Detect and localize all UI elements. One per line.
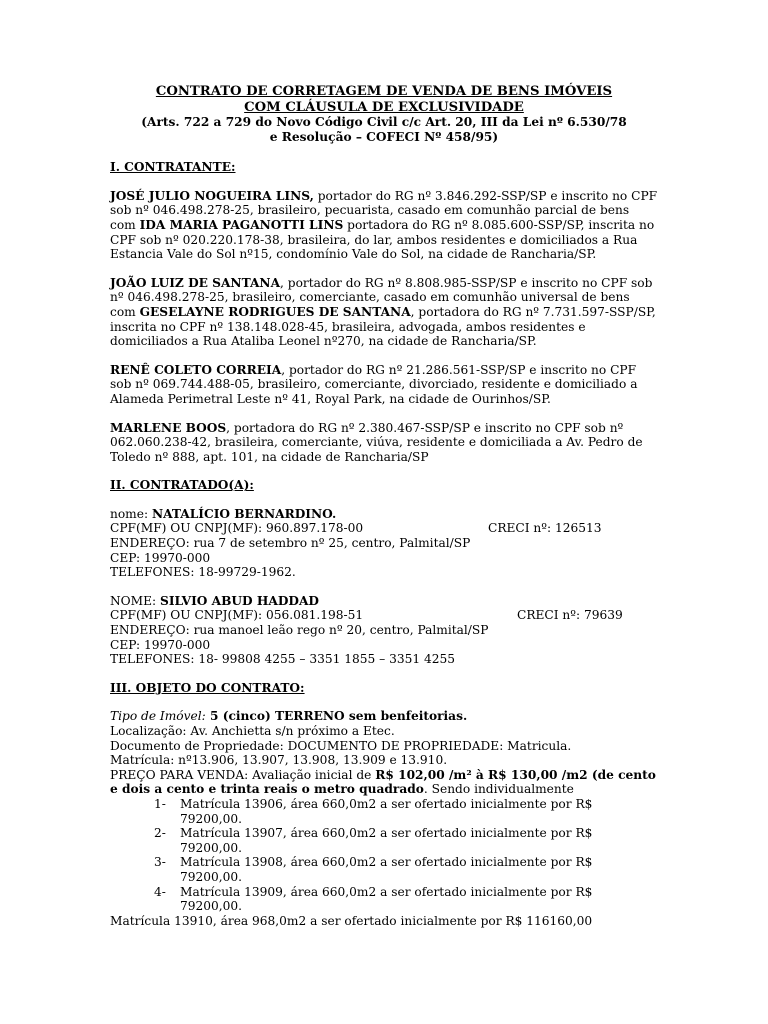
list-item	[154, 826, 658, 855]
list-item-text: Matrícula 13909, área 660,0m2 a ser ofertado inicialmente por R$ 79200,00.	[180, 884, 593, 914]
list-item	[154, 855, 658, 884]
objeto-preco-label: PREÇO PARA VENDA: Avaliação inicial de	[110, 767, 376, 782]
objeto-tipo-label: Tipo de Imóvel:	[110, 709, 206, 724]
contratante-paragraph-2	[110, 276, 658, 349]
contract-title-line2: COM CLÁUSULA DE EXCLUSIVIDADE	[244, 99, 524, 115]
list-item-number: 4-	[154, 884, 166, 899]
list-item-text: Matrícula 13906, área 660,0m2 a ser ofertado inicialmente por R$ 79200,00.	[180, 796, 593, 826]
contratado-a-cep: CEP: 19970-000	[110, 550, 211, 565]
contratado-b-endereco: ENDEREÇO: rua manoel leão rego nº 20, centro, Palmital/SP	[110, 623, 489, 638]
contratante-paragraph-4	[110, 421, 658, 465]
contratante-name-joao: JOÃO LUIZ DE SANTANA	[110, 275, 281, 290]
objeto-documento: Documento de Propriedade: DOCUMENTO DE PROPRIEDADE: Matricula.	[110, 738, 572, 753]
contract-title-line1: CONTRATO DE CORRETAGEM DE VENDA DE BENS IMÓVEIS	[155, 84, 613, 99]
objeto-preco-tail: . Sendo individualmente	[423, 782, 574, 797]
objeto-localizacao: Localização: Av. Anchietta s/n próximo a Etec.	[110, 724, 395, 738]
contract-legal-reference-line1: (Arts. 722 a 729 do Novo Código Civil c/c Art. 20, III da Lei nº 6.530/78	[141, 115, 627, 129]
list-item-text: Matrícula 13908, área 660,0m2 a ser ofertado inicialmente por R$ 79200,00.	[180, 855, 593, 884]
contratante-text: portador do RG nº 3.846.292-SSP/SP e inscrito no CPF sob nº 046.498.278-25, brasileiro, pecuarista, casado em comunhão parcial de bens com	[110, 188, 658, 232]
contratado-b-cep: CEP: 19970-000	[110, 637, 211, 652]
contratante-text: , portador do RG nº 8.808.985-SSP/SP e inscrito no CPF sob nº 046.498.278-25, brasileiro, comerciante, casado em comunhão universal de bens com	[110, 275, 653, 319]
contratante-name-rene: RENÊ COLETO CORREIA	[110, 362, 282, 377]
contratante-name-marlene: MARLENE BOOS	[110, 420, 227, 435]
objeto-tipo-line	[110, 709, 658, 724]
objeto-tipo-value: 5 (cinco) TERRENO sem benfeitorias.	[205, 709, 468, 724]
contratante-name-jose: JOSÉ JULIO NOGUEIRA LINS,	[110, 188, 314, 203]
contratante-name-geselayne: GESELAYNE RODRIGUES DE SANTANA	[139, 304, 411, 319]
name-label: NOME:	[110, 593, 161, 608]
contratado-b-telefones: TELEFONES: 18- 99808 4255 – 3351 1855 – 3351 4255	[110, 652, 456, 667]
contratante-text: , portadora do RG nº 2.380.467-SSP/SP e inscrito no CPF sob nº 062.060.238-42, brasileira, comerciante, viúva, residente e domiciliada a Av. Pedro de Toledo nº 888, apt. 101, na cidade de Rancharia/SP	[110, 420, 643, 464]
name-label: nome:	[110, 506, 152, 521]
objeto-matricula: Matrícula: nº13.906, 13.907, 13.908, 13.909 e 13.910.	[110, 753, 448, 768]
contratado-a-name: NATALÍCIO BERNARDINO.	[151, 506, 337, 521]
section-contratante-heading: I. CONTRATANTE:	[110, 160, 236, 175]
list-item	[154, 796, 658, 826]
list-item	[154, 884, 658, 914]
objeto-preco-values: R$ 102,00 /m² à R$ 130,00 /m2 (de cento e dois a cento e trinta reais o metro quadrado	[110, 767, 656, 797]
contratante-paragraph-1	[110, 189, 658, 262]
contratado-b-creci: CRECI nº: 79639	[517, 608, 623, 623]
contratante-name-ida: IDA MARIA PAGANOTTI LINS	[139, 217, 344, 232]
objeto-matricula-13910: Matrícula 13910, área 968,0m2 a ser ofertado inicialmente por R$ 116160,00	[110, 913, 593, 928]
list-item-number: 2-	[154, 826, 166, 841]
contratado-a-cpf-row	[110, 521, 658, 536]
list-item-number: 1-	[154, 796, 166, 811]
contratado-a-cpf: CPF(MF) OU CNPJ(MF): 960.897.178-00	[110, 521, 364, 536]
document-page	[110, 84, 658, 928]
section-objeto-heading: III. OBJETO DO CONTRATO:	[110, 680, 305, 695]
contratado-a-endereco: ENDEREÇO: rua 7 de setembro nº 25, centro, Palmital/SP	[110, 536, 471, 551]
contratado-a-name-line	[110, 507, 658, 522]
contract-legal-reference-line2: e Resolução – COFECI Nº 458/95)	[269, 129, 499, 144]
contratante-paragraph-3	[110, 363, 658, 407]
list-item-number: 3-	[154, 855, 166, 870]
contratado-a-telefones: TELEFONES: 18-99729-1962.	[110, 565, 296, 580]
contratado-b-name: SILVIO ABUD HADDAD	[160, 593, 319, 608]
contratado-b-cpf-row	[110, 608, 658, 623]
section-contratado-heading: II. CONTRATADO(A):	[110, 478, 254, 493]
contratado-a-creci: CRECI nº: 126513	[488, 521, 602, 536]
contratante-text: , portadora do RG nº 7.731.597-SSP/SP, inscrita no CPF nº 138.148.028-45, brasileira, advogada, ambos residentes e domiciliados a Rua Ataliba Leonel nº270, na cidade de Rancharia/SP.	[110, 304, 656, 349]
contratado-b-name-line	[110, 594, 658, 609]
objeto-preco	[110, 768, 658, 797]
contratante-text: , portador do RG nº 21.286.561-SSP/SP e inscrito no CPF sob nº 069.744.488-05, brasileiro, comerciante, divorciado, residente e domiciliado a Alameda Perimetral Leste nº 41, Royal Park, na cidade de Ourinhos/SP.	[110, 362, 638, 406]
matricula-list	[110, 797, 658, 914]
contratado-b-cpf: CPF(MF) OU CNPJ(MF): 056.081.198-51	[110, 608, 364, 623]
list-item-text: Matrícula 13907, área 660,0m2 a ser ofertado inicialmente por R$ 79200,00.	[180, 826, 593, 855]
contratante-text: portadora do RG nº 8.085.600-SSP/SP, inscrita no CPF sob nº 020.220.178-38, brasileira, do lar, ambos residentes e domiciliados a Rua Estancia Vale do Sol nº15, condomínio Vale do Sol, na cidade de Rancharia/SP.	[110, 217, 655, 262]
